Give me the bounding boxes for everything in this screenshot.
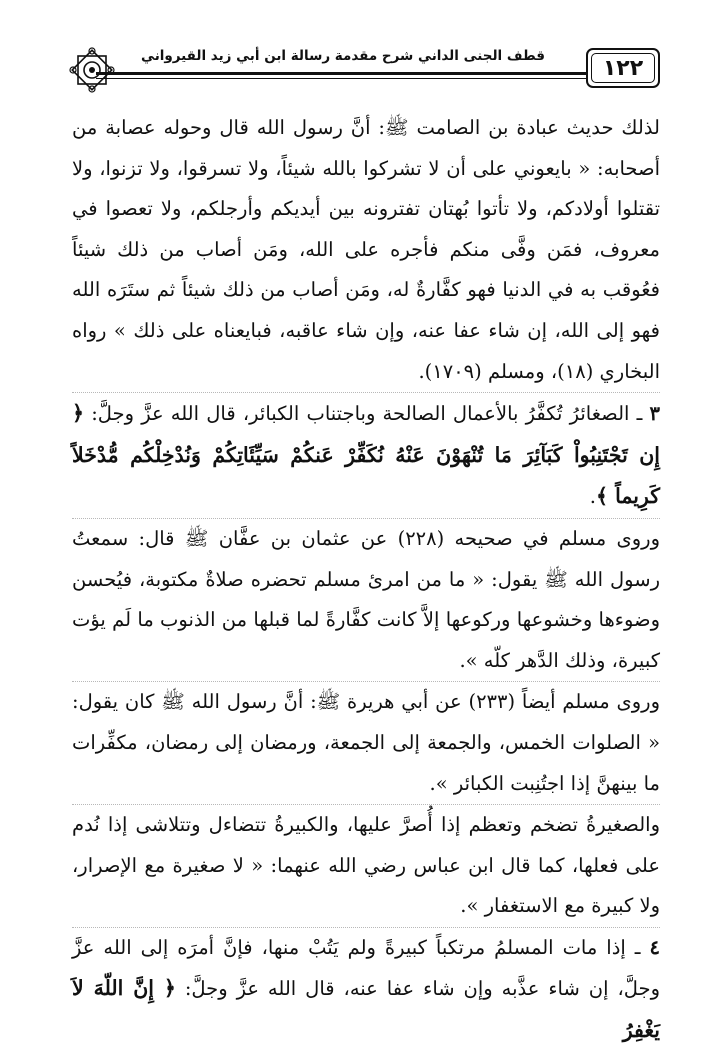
paragraph	[72, 393, 660, 519]
paragraph	[72, 805, 660, 928]
paragraph	[72, 928, 660, 1052]
body-text	[72, 108, 660, 1052]
running-title: قطف الجنى الداني شرح مقدمة رسالة ابن أبي زيد القيرواني	[141, 48, 545, 64]
paragraph-text: .	[589, 485, 596, 509]
point-number: ٤	[649, 935, 660, 959]
paragraph-text: والصغيرةُ تضخم وتعظم إذا أُصرَّ عليها، والكبيرةُ تتضاءل وتتلاشى إذا نُدم على فعلها، كما قال ابن عباس رضي الله عنهما: « لا صغيرة مع الإصرار، ولا كبيرة مع الاستغفار ».	[72, 813, 660, 918]
quran-verse: ﴿ إِنَّ اللّهَ لاَ يَغْفِرُ	[72, 976, 660, 1043]
paragraph-text: ـ الصغائرُ تُكفَّرُ بالأعمال الصالحة وباجتناب الكبائر، قال الله عزَّ وجلَّ:	[84, 402, 650, 426]
quran-verse: ﴿ إِن تَجْتَنِبُواْ كَبَآئِرَ مَا تُنْهَوْنَ عَنْهُ نُكَفِّرْ عَنكُمْ سَيِّئَاتِكُمْ وَنُدْخِلْكُم مُّدْخَلاً كَرِيماً ﴾	[72, 401, 660, 509]
paragraph	[72, 682, 660, 805]
point-number: ٣	[649, 402, 660, 426]
header-rule	[96, 72, 588, 75]
page-number: ١٢٢	[586, 48, 660, 88]
paragraph	[72, 108, 660, 393]
paragraph	[72, 519, 660, 682]
paragraph-text: وروى مسلم في صحيحه (٢٢٨) عن عثمان بن عفَّان ﷺ قال: سمعتُ رسول الله ﷺ يقول: « ما من امرئ مسلم تحضره صلاةٌ مكتوبة، فيُحسن وضوءها وخشوعها وركوعها إلاَّ كانت كفَّارةً لما قبلها من الذنوب ما لَم يؤت كبيرة، وذلك الدَّهر كلّه ».	[72, 526, 660, 672]
header-rule-thin	[96, 78, 588, 79]
paragraph-text: لذلك حديث عبادة بن الصامت ﷺ: أنَّ رسول الله قال وحوله عصابة من أصحابه: « بايعوني على أن لا تشركوا بالله شيئاً، ولا تسرقوا، ولا تزنوا، ولا تقتلوا أولادكم، ولا تأتوا بُهتان تفترونه بين أيديكم وأرجلكم، ولا تعصوا في معروف، فمَن وفَّى منكم فأجره على الله، ومَن أصاب من ذلك شيئاً فعُوقب به في الدنيا فهو كفَّارةٌ له، ومَن أصاب من ذلك شيئاً ثم ستَرَه الله فهو إلى الله، إن شاء عفا عنه، وإن شاء عاقبه، فبايعناه على ذلك » رواه البخاري (١٨)، ومسلم (١٧٠٩).	[72, 116, 660, 383]
page-header	[68, 42, 664, 94]
paragraph-text: وروى مسلم أيضاً (٢٣٣) عن أبي هريرة ﷺ: أنَّ رسول الله ﷺ كان يقول: « الصلوات الخمس، والجمعة إلى الجمعة، ورمضان إلى رمضان، مكفِّرات ما بينهنَّ إذا اجتُنِبت الكبائر ».	[72, 690, 661, 795]
paragraph-text: ـ إذا مات المسلمُ مرتكباً كبيرةً ولم يَتُبْ منها، فإنَّ أمرَه إلى الله عزَّ وجلَّ، إن شاء عذَّبه وإن شاء عفا عنه، قال الله عزَّ وجلَّ:	[72, 935, 660, 1001]
